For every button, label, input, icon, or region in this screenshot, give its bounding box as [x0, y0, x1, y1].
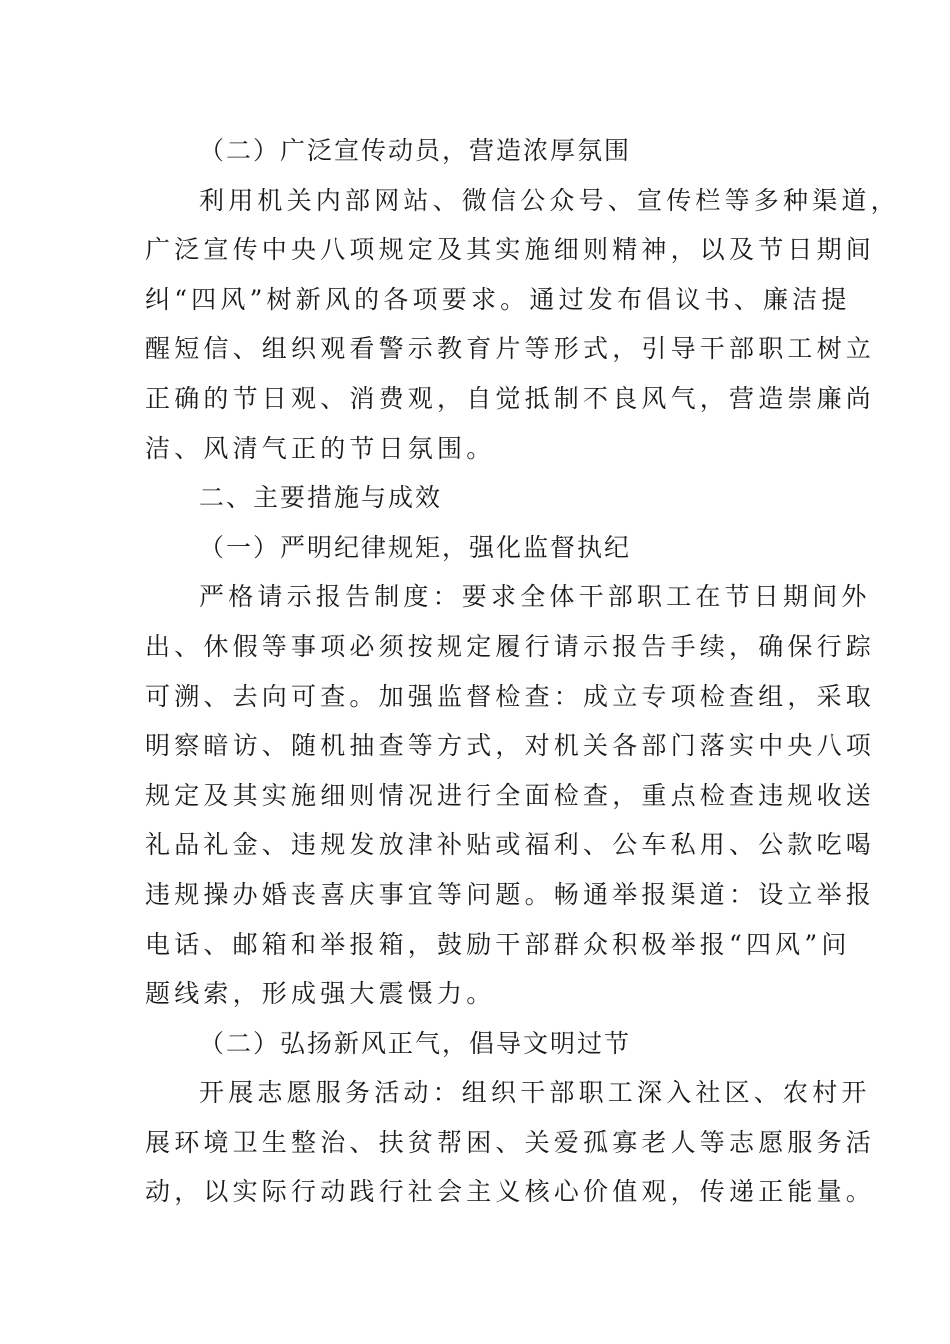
- main-heading: 二、主要措施与成效: [199, 483, 443, 513]
- paragraph-line: 规定及其实施细则情况进行全面检查，重点检查违规收送: [145, 780, 876, 810]
- paragraph-line: 明察暗访、随机抽查等方式，对机关各部门落实中央八项: [145, 731, 876, 761]
- section-heading: （二）弘扬新风正气，倡导文明过节: [199, 1028, 632, 1058]
- paragraph-line: 醒短信、组织观看警示教育片等形式，引导干部职工树立: [145, 334, 876, 364]
- paragraph-line: 题线索，形成强大震慑力。: [145, 979, 496, 1009]
- paragraph-line: 出、休假等事项必须按规定履行请示报告手续，确保行踪: [145, 631, 876, 661]
- paragraph-line: 广泛宣传中央八项规定及其实施细则精神，以及节日期间: [145, 235, 876, 265]
- paragraph-line: 电话、邮箱和举报箱，鼓励干部群众积极举报“四风”问: [145, 929, 851, 959]
- paragraph-line: 开展志愿服务活动：组织干部职工深入社区、农村开: [199, 1078, 871, 1108]
- paragraph-line: 利用机关内部网站、微信公众号、宣传栏等多种渠道，: [199, 185, 900, 215]
- paragraph-line: 动，以实际行动践行社会主义核心价值观，传递正能量。: [145, 1177, 876, 1207]
- paragraph-line: 严格请示报告制度：要求全体干部职工在节日期间外: [199, 582, 871, 612]
- section-heading: （一）严明纪律规矩，强化监督执纪: [199, 532, 632, 562]
- paragraph-line: 违规操办婚丧喜庆事宜等问题。畅通举报渠道：设立举报: [145, 879, 876, 909]
- paragraph-line: 可溯、去向可查。加强监督检查：成立专项检查组，采取: [145, 681, 876, 711]
- paragraph-line: 纠“四风”树新风的各项要求。通过发布倡议书、廉洁提: [145, 284, 851, 314]
- paragraph-line: 正确的节日观、消费观，自觉抵制不良风气，营造崇廉尚: [145, 383, 876, 413]
- paragraph-line: 洁、风清气正的节日氛围。: [145, 433, 496, 463]
- document-page: [145, 126, 900, 1217]
- paragraph-line: 展环境卫生整治、扶贫帮困、关爱孤寡老人等志愿服务活: [145, 1127, 876, 1157]
- section-heading: （二）广泛宣传动员，营造浓厚氛围: [199, 136, 632, 165]
- paragraph-line: 礼品礼金、违规发放津补贴或福利、公车私用、公款吃喝: [145, 830, 876, 860]
